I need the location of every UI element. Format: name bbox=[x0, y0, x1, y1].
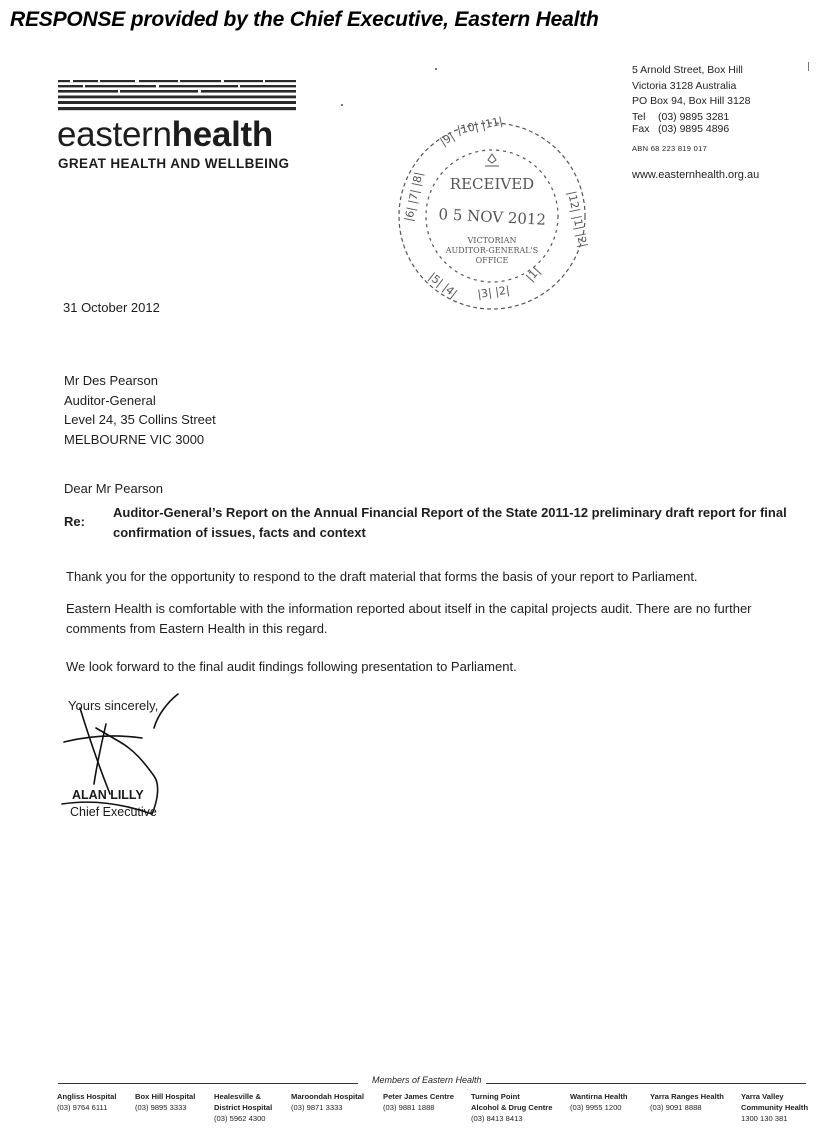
paragraph-3: We look forward to the final audit findings following presentation to Parliament. bbox=[66, 659, 517, 674]
footer-members-title: Members of Eastern Health bbox=[368, 1075, 486, 1085]
member-phone: (03) 8413 8413 bbox=[471, 1114, 523, 1123]
address-website: www.easternhealth.org.au bbox=[632, 169, 760, 181]
svg-text:|1|: |1| bbox=[523, 264, 543, 285]
logo-word-bold: health bbox=[171, 115, 273, 154]
page-heading: RESPONSE provided by the Chief Executive, Eastern Health bbox=[10, 8, 599, 31]
paragraph-2: Eastern Health is comfortable with the information reported about itself in the capital projects audit. There are no further comments from Eastern Health in this regard. bbox=[66, 601, 752, 636]
member-name: Box Hill Hospital bbox=[135, 1092, 196, 1101]
footer-member bbox=[650, 1091, 724, 1113]
stamp-org-line1: VICTORIAN bbox=[467, 236, 517, 245]
address-po-box: PO Box 94, Box Hill 3128 bbox=[632, 95, 751, 107]
stamp-org-line3: OFFICE bbox=[475, 256, 509, 265]
member-phone: (03) 9955 1200 bbox=[570, 1103, 622, 1112]
re-subject: Auditor-General’s Report on the Annual Financial Report of the State 2011-12 preliminary draft report for final confirmation of issues, facts and context bbox=[113, 505, 787, 540]
logo-tagline: GREAT HEALTH AND WELLBEING bbox=[58, 156, 290, 171]
footer-member bbox=[570, 1091, 628, 1113]
member-phone: (03) 9764 6111 bbox=[57, 1103, 108, 1112]
address-fax bbox=[632, 122, 759, 138]
recipient-street: Level 24, 35 Collins Street bbox=[64, 412, 216, 427]
letter-date: 31 October 2012 bbox=[63, 300, 160, 315]
fax-label: Fax bbox=[632, 123, 650, 135]
member-phone: (03) 9881 1888 bbox=[383, 1103, 435, 1112]
footer-member bbox=[135, 1091, 195, 1113]
svg-text:|3| |2|: |3| |2| bbox=[476, 283, 511, 301]
svg-text:|9|: |9| bbox=[437, 129, 457, 149]
recipient-name: Mr Des Pearson bbox=[64, 373, 158, 388]
closing: Yours sincerely, bbox=[68, 698, 159, 713]
member-name: Wantirna Health bbox=[570, 1092, 628, 1101]
svg-text:|6| |7| |8|: |6| |7| |8| bbox=[402, 170, 426, 223]
sender-address-block bbox=[632, 63, 759, 184]
eastern-health-logo-wordmark bbox=[57, 115, 273, 155]
received-stamp bbox=[388, 112, 596, 320]
tel-number: (03) 9895 3281 bbox=[658, 110, 730, 123]
footer-rule-right bbox=[486, 1083, 806, 1084]
footer-member bbox=[471, 1091, 552, 1124]
stamp-org-line2: AUDITOR-GENERAL'S bbox=[445, 246, 539, 255]
member-name: Turning Point Alcohol & Drug Centre bbox=[471, 1092, 553, 1112]
re-label: Re: bbox=[64, 514, 85, 529]
member-name: Yarra Ranges Health bbox=[650, 1092, 724, 1101]
recipient-title: Auditor-General bbox=[64, 392, 156, 408]
member-phone: (03) 9091 8888 bbox=[650, 1103, 702, 1112]
svg-text:|12| |1| |2|: |12| |1| |2| bbox=[565, 189, 590, 249]
footer-member bbox=[741, 1091, 808, 1124]
signer-name: ALAN LILLY bbox=[72, 788, 144, 802]
fax-number: (03) 9895 4896 bbox=[658, 123, 730, 135]
member-name: Angliss Hospital bbox=[57, 1092, 117, 1101]
tel-label: Tel bbox=[632, 110, 646, 123]
member-phone: (03) 9871 3333 bbox=[291, 1103, 343, 1112]
svg-text:|10| |11|: |10| |11| bbox=[455, 114, 504, 137]
logo-word-light: eastern bbox=[57, 115, 172, 154]
recipient-city: MELBOURNE VIC 3000 bbox=[64, 431, 205, 447]
address-street: 5 Arnold Street, Box Hill bbox=[632, 64, 743, 76]
scan-speck bbox=[435, 68, 437, 70]
member-name: Maroondah Hospital bbox=[291, 1092, 364, 1101]
address-city: Victoria 3128 Australia bbox=[632, 79, 737, 92]
footer-member bbox=[57, 1091, 117, 1113]
salutation: Dear Mr Pearson bbox=[64, 481, 163, 496]
member-name: Healesville & District Hospital bbox=[214, 1092, 273, 1112]
member-phone: 1300 130 381 bbox=[741, 1114, 788, 1123]
footer-member bbox=[291, 1091, 364, 1113]
member-phone: (03) 5962 4300 bbox=[214, 1114, 266, 1123]
footer-member bbox=[383, 1091, 454, 1113]
paragraph-1: Thank you for the opportunity to respond to the draft material that forms the basis of your report to Parliament. bbox=[66, 569, 698, 584]
member-phone: (03) 9895 3333 bbox=[135, 1103, 187, 1112]
address-abn: ABN 68 223 819 017 bbox=[632, 143, 708, 153]
scan-speck bbox=[808, 62, 809, 71]
recipient-address bbox=[64, 371, 216, 449]
svg-text:|5| |4|: |5| |4| bbox=[426, 270, 460, 301]
member-name: Peter James Centre bbox=[383, 1092, 454, 1101]
eastern-health-logo-lines bbox=[58, 78, 296, 114]
signer-title: Chief Executive bbox=[70, 805, 157, 819]
scan-speck bbox=[341, 104, 343, 106]
footer-rule-left bbox=[58, 1083, 358, 1084]
footer-member bbox=[214, 1091, 272, 1124]
stamp-date: 0 5 NOV 2012 bbox=[438, 205, 547, 229]
member-name: Yarra Valley Community Health bbox=[741, 1092, 809, 1112]
stamp-received-word: RECEIVED bbox=[449, 175, 535, 193]
